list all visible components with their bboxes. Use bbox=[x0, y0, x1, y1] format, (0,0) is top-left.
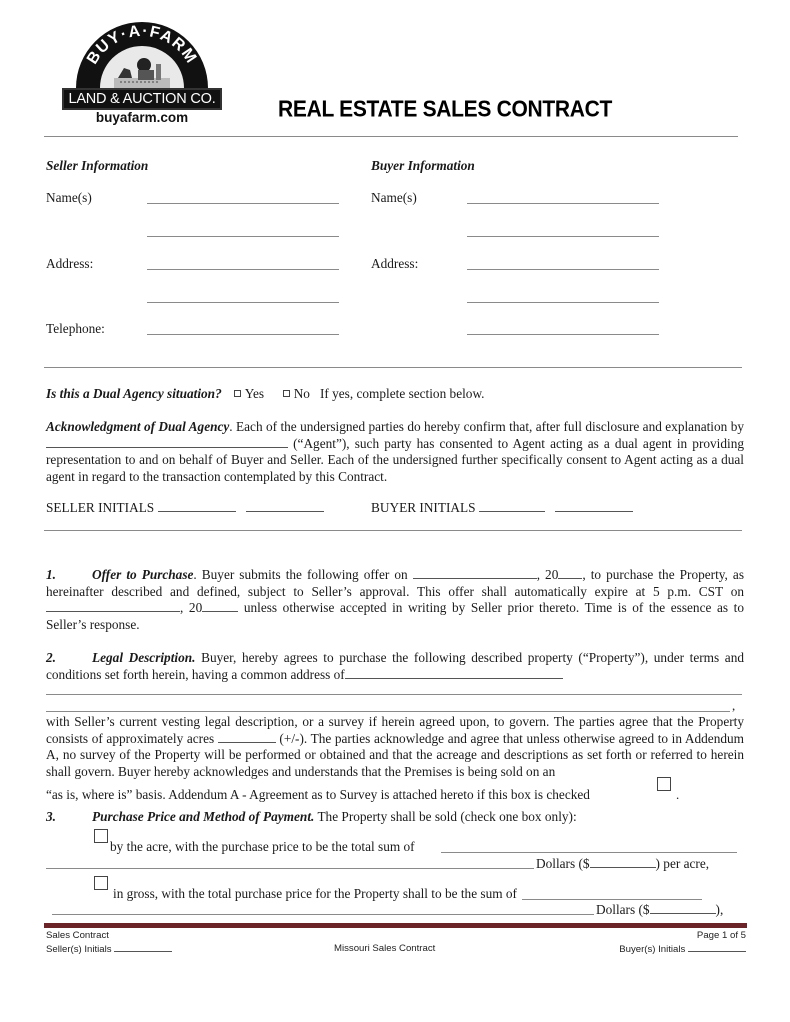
buyer-name-label: Name(s) bbox=[371, 190, 417, 205]
buyer-address-field[interactable] bbox=[467, 269, 659, 270]
seller-name-label: Name(s) bbox=[46, 190, 92, 205]
svg-text:BUY·A·FARM: BUY·A·FARM bbox=[83, 22, 201, 68]
buyer-extra-field[interactable] bbox=[467, 334, 659, 335]
by-acre-option bbox=[110, 839, 415, 855]
in-gross-checkbox[interactable] bbox=[94, 876, 108, 890]
section-2-text-1: Buyer, hereby agrees to purchase the following described property (“Property”), under terms and conditions set forth herein, having a common address of bbox=[46, 650, 744, 682]
buyer-info-heading: Buyer Information bbox=[371, 158, 475, 173]
section-1-text-5: unless otherwise accepted in writing by Seller prior thereto. Time is of the essence as to Seller’s response. bbox=[46, 600, 745, 632]
acknowledgment-heading: Acknowledgment of Dual Agency bbox=[46, 419, 230, 434]
dual-agency-no-checkbox[interactable] bbox=[283, 390, 290, 397]
buyer-name-field[interactable] bbox=[467, 203, 659, 204]
logo-band-text: LAND & AUCTION CO. bbox=[62, 88, 222, 110]
gross-price-words-field[interactable] bbox=[522, 899, 702, 900]
section-2-heading: Legal Description. bbox=[92, 650, 196, 665]
seller-name-field-2[interactable] bbox=[147, 236, 339, 237]
property-address-field-3[interactable] bbox=[46, 711, 730, 712]
section-1-heading: Offer to Purchase bbox=[92, 567, 194, 582]
document-title: REAL ESTATE SALES CONTRACT bbox=[278, 97, 613, 122]
section-3-text-1: The Property shall be sold (check one box only): bbox=[317, 809, 577, 824]
period: . bbox=[676, 787, 680, 802]
footer-seller-initials-field[interactable] bbox=[114, 943, 172, 952]
acre-dollars-label: Dollars ($ bbox=[536, 856, 590, 871]
dual-agency-acknowledgment bbox=[46, 419, 744, 485]
property-address-field[interactable] bbox=[345, 668, 563, 679]
acre-price-words-field-2[interactable] bbox=[46, 868, 534, 869]
buyer-name-field-2[interactable] bbox=[467, 236, 659, 237]
section-offer-to-purchase bbox=[46, 567, 744, 633]
acreage-field[interactable] bbox=[218, 732, 276, 743]
section-purchase-price bbox=[46, 809, 577, 825]
section-2-body bbox=[46, 714, 744, 780]
dual-agency-question: Is this a Dual Agency situation? bbox=[46, 386, 222, 401]
buyer-initials-row bbox=[371, 500, 633, 516]
footer-buyer-initials bbox=[619, 943, 746, 955]
per-acre-suffix: ) per acre, bbox=[655, 856, 710, 871]
section-3-heading: Purchase Price and Method of Payment. bbox=[92, 809, 315, 824]
section-divider-2 bbox=[44, 530, 742, 531]
gross-dollars-amount-field[interactable] bbox=[650, 903, 716, 914]
section-3-number: 3. bbox=[46, 809, 56, 824]
section-divider bbox=[44, 367, 742, 368]
agent-name-field[interactable] bbox=[46, 437, 288, 448]
buyer-address-field-2[interactable] bbox=[467, 302, 659, 303]
acre-dollars-amount-field[interactable] bbox=[590, 857, 656, 868]
gross-dollars-label: Dollars ($ bbox=[596, 902, 650, 917]
seller-initials-field-1[interactable] bbox=[158, 501, 236, 512]
section-1-text-3: , to purchase the Property, as hereinafter described and defined, subject to Seller’s approval. This offer shall automatically expire at 5 p.m. CST on bbox=[46, 567, 744, 599]
in-gross-option bbox=[113, 886, 517, 902]
seller-initials-label: SELLER INITIALS bbox=[46, 500, 155, 515]
dual-agency-question-row bbox=[46, 386, 485, 402]
section-2-number: 2. bbox=[46, 650, 56, 665]
by-acre-label: by the acre, with the purchase price to be the total sum of bbox=[110, 839, 415, 854]
seller-telephone-field[interactable] bbox=[147, 334, 339, 335]
footer-bar bbox=[44, 923, 747, 928]
buyer-initials-field-1[interactable] bbox=[479, 501, 545, 512]
seller-info-heading: Seller Information bbox=[46, 158, 149, 173]
section-legal-description bbox=[46, 650, 744, 683]
seller-name-field[interactable] bbox=[147, 203, 339, 204]
section-1-text-2: , 20 bbox=[536, 567, 559, 582]
section-2-text-2: with Seller’s current vesting legal description, or a survey if herein agreed upon, to govern. The parties agree that the Property consists of approximately acres bbox=[46, 714, 744, 746]
footer-seller-initials bbox=[46, 943, 172, 955]
footer-doc-name: Sales Contract bbox=[46, 930, 109, 941]
footer-buyer-initials-label: Buyer(s) Initials bbox=[619, 944, 686, 955]
dual-agency-no-label: No bbox=[293, 386, 310, 401]
dual-agency-instruction: If yes, complete section below. bbox=[319, 386, 485, 401]
footer-seller-initials-label: Seller(s) Initials bbox=[46, 944, 112, 955]
offer-date-field[interactable] bbox=[413, 568, 537, 579]
acre-dollars-row bbox=[536, 856, 709, 872]
section-1-text-1: . Buyer submits the following offer on bbox=[193, 567, 408, 582]
title-divider bbox=[44, 136, 738, 137]
seller-initials-row bbox=[46, 500, 324, 516]
section-2-text-3: (+/-). The parties acknowledge and agree that unless otherwise agreed to in Addendum A, no survey of the Property will be performed or obtained and that the acreage and descriptions as set forth or referred to herein shall govern. Buyer hereby acknowledges and understands that the Premises is being sold on an bbox=[46, 730, 744, 779]
seller-address-label: Address: bbox=[46, 256, 94, 271]
offer-year-field[interactable] bbox=[558, 568, 582, 579]
buyer-initials-field-2[interactable] bbox=[555, 501, 633, 512]
dual-agency-yes-checkbox[interactable] bbox=[234, 390, 241, 397]
section-1-text-4: , 20 bbox=[180, 600, 203, 615]
footer-buyer-initials-field[interactable] bbox=[688, 943, 746, 952]
seller-address-field[interactable] bbox=[147, 269, 339, 270]
buyer-address-label: Address: bbox=[371, 256, 419, 271]
seller-address-field-2[interactable] bbox=[147, 302, 339, 303]
addendum-a-checkbox[interactable] bbox=[657, 777, 671, 791]
company-logo bbox=[62, 22, 222, 126]
buyer-initials-label: BUYER INITIALS bbox=[371, 500, 476, 515]
dual-agency-yes-label: Yes bbox=[244, 386, 265, 401]
logo-url: buyafarm.com bbox=[95, 110, 189, 125]
section-1-number: 1. bbox=[46, 567, 56, 582]
survey-addendum-line: “as is, where is” basis. Addendum A - Agreement as to Survey is attached hereto if this box is checked bbox=[46, 787, 590, 802]
property-address-field-2[interactable] bbox=[46, 694, 742, 695]
seller-telephone-label: Telephone: bbox=[46, 321, 105, 336]
footer-page-number: Page 1 of 5 bbox=[696, 930, 746, 941]
comma: , bbox=[732, 698, 736, 713]
footer-center-title: Missouri Sales Contract bbox=[334, 943, 436, 954]
seller-initials-field-2[interactable] bbox=[246, 501, 324, 512]
in-gross-label: in gross, with the total purchase price for the Property shall to be the sum of bbox=[113, 886, 517, 901]
gross-price-words-field-2[interactable] bbox=[52, 914, 594, 915]
acknowledgment-text-1: . Each of the undersigned parties do hereby confirm that, after full disclosure and explanation by bbox=[229, 419, 744, 434]
gross-suffix: ), bbox=[715, 902, 724, 917]
expiry-year-field[interactable] bbox=[202, 601, 238, 612]
gross-dollars-row bbox=[596, 902, 723, 918]
expiry-date-field[interactable] bbox=[46, 601, 180, 612]
logo-arch-text bbox=[76, 22, 208, 92]
by-acre-checkbox[interactable] bbox=[94, 829, 108, 843]
acknowledgment-text-2: (“Agent”), such party has consented to Agent acting as a dual agent in providing representation to and on behalf of Buyer and Seller. Each of the undersigned further specifically consent to Agent acting as a dual agent in regard to the transaction contemplated by this Contract. bbox=[46, 435, 745, 484]
acre-price-words-field[interactable] bbox=[441, 852, 737, 853]
